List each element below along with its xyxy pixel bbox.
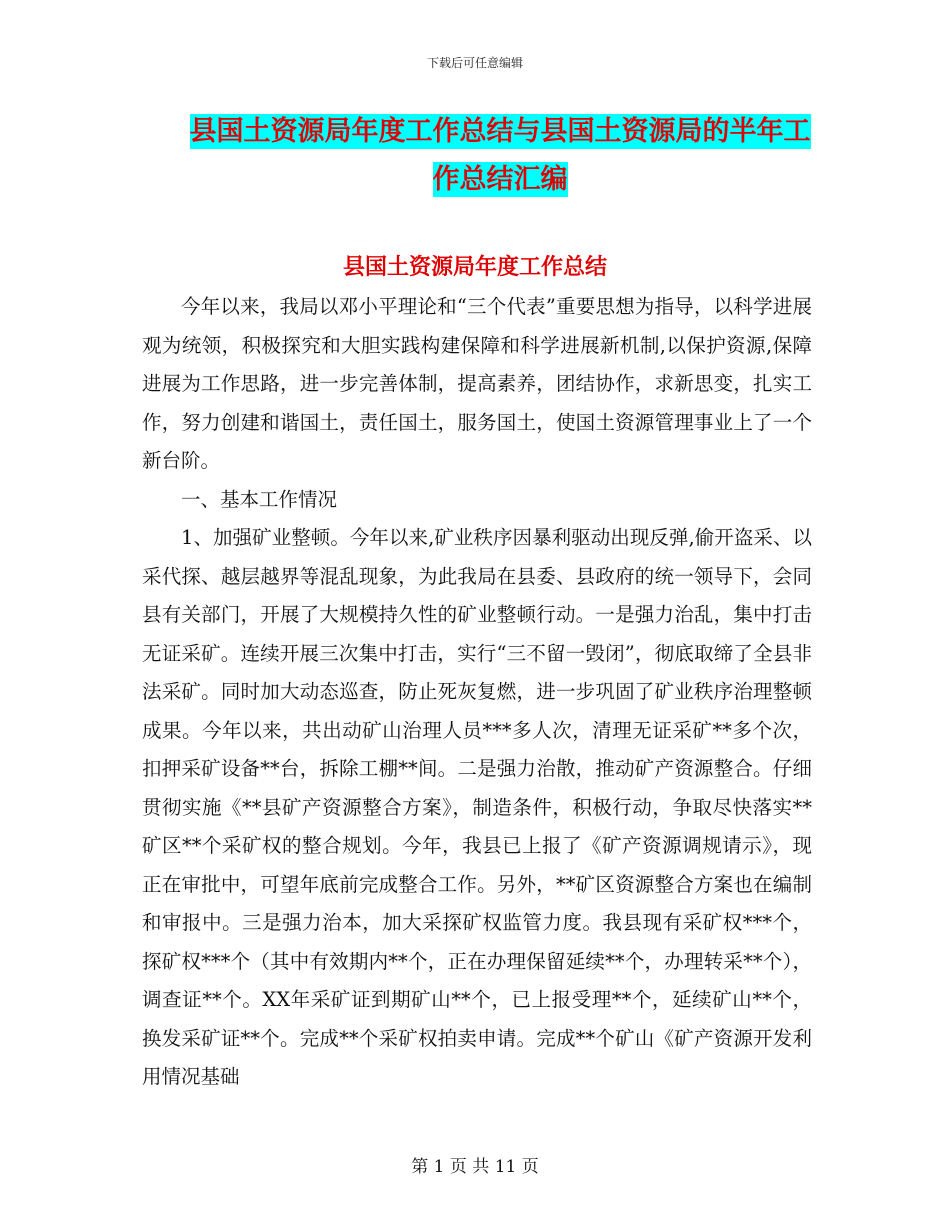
page-number: 第 1 页 共 11 页 [411,1157,539,1177]
paragraph-mining-rectification: 1、加强矿业整顿。今年以来,矿业秩序因暴利驱动出现反弹,偷开盗采、以采代探、越层越界等混乱现象，为此我局在县委、县政府的统一领导下，会同县有关部门，开展了大规模持久性的矿业整顿行动。一是强力治乱，集中打击无证采矿。连续开展三次集中打击，实行“三不留一毁闭”，彻底取缔了全县非法采矿。同时加大动态巡查，防止死灰复燃，进一步巩固了矿业秩序治理整顿成果。今年以来，共出动矿山治理人员***多人次，清理无证采矿**多个次，扣押采矿设备**台，拆除工棚**间。二是强力治散，推动矿产资源整合。仔细贯彻实施《**县矿产资源整合方案》，制造条件，积极行动，争取尽快落实**矿区**个采矿权的整合规划。今年，我县已上报了《矿产资源调规请示》，现正在审批中，可望年底前完成整合工作。另外，**矿区资源整合方案也在编制和审报中。三是强力治本，加大采探矿权监管力度。我县现有采矿权***个，探矿权***个（其中有效期内**个，正在办理保留延续**个，办理转采**个），调查证**个。XX年采矿证到期矿山**个，已上报受理**个，延续矿山**个，换发采矿证**个。完成**个采矿权拍卖申请。完成**个矿山《矿产资源开发利用情况基础 [142,526,812,1088]
paragraph-intro: 今年以来，我局以邓小平理论和“三个代表”重要思想为指导，以科学进展观为统领，积极探究和大胆实践构建保障和科学进展新机制,以保护资源,保障进展为工作思路，进一步完善体制，提高素养，团结协作，求新思变，扎实工作，努力创建和谐国土，责任国土，服务国土，使国土资源管理事业上了一个新台阶。 [142,295,812,472]
document-body [142,288,812,1097]
section-title: 县国土资源局年度工作总结 [342,255,607,280]
document-title-line-1: 县国土资源局年度工作总结与县国土资源局的半年工 [189,116,811,147]
header-note: 下载后可任意编辑 [426,56,523,70]
document-title-line-2: 作总结汇编 [432,164,568,195]
paragraph-heading-basic-work: 一、基本工作情况 [181,487,338,511]
document-title [180,108,820,204]
